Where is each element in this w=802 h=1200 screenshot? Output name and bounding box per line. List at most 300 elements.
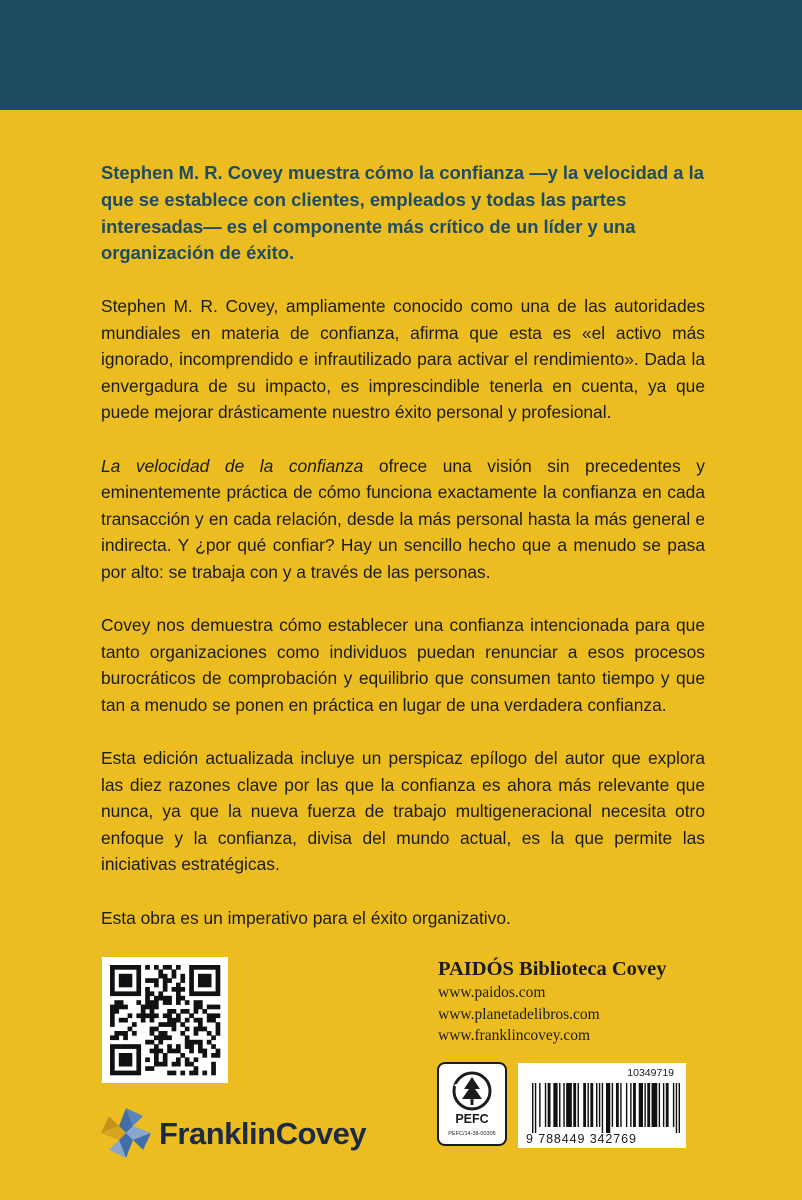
paragraph-2-text: ofrece una visión sin precedentes y eminentemente práctica de cómo funciona exactamente la confianza en cada transacción y en cada relación, desde la más personal hasta la más general e indirecta. Y ¿por qué confiar? Hay un sencillo hecho que a menudo se pasa por alto: se trabaja con y a través de las personas. (101, 455, 705, 582)
qr-module (172, 1027, 177, 1032)
qr-module (163, 1031, 168, 1036)
qr-module (119, 983, 124, 988)
qr-module (158, 1031, 163, 1036)
qr-module (154, 1057, 159, 1062)
qr-module (163, 1057, 168, 1062)
qr-module (202, 978, 207, 983)
qr-module (128, 1057, 133, 1062)
qr-module (194, 1018, 199, 1023)
qr-module (185, 1027, 190, 1032)
barcode-isbn: 9 788449 342769 (526, 1132, 637, 1146)
paragraph-1: Stephen M. R. Covey, ampliamente conocido como una de las autoridades mundiales en materia de confianza, afirma que esta es «el activo más ignorado, incomprendido e infrautilizado para activar el rendimiento». Dada la envergadura de su impacto, es imprescindible tenerla en cuenta, ya que puede mejorar drásticamente nuestro éxito personal y profesional. (101, 296, 705, 423)
qr-module (136, 1053, 141, 1058)
qr-module (180, 1031, 185, 1036)
qr-module (123, 1018, 128, 1023)
qr-module (158, 969, 163, 974)
qr-module (194, 1071, 199, 1076)
qr-module (163, 987, 168, 992)
qr-module (180, 996, 185, 1001)
qr-module (114, 965, 119, 970)
qr-module (145, 1040, 150, 1045)
qr-module (211, 1013, 216, 1018)
qr-module (211, 1066, 216, 1071)
qr-module (185, 1000, 190, 1005)
qr-module (167, 996, 172, 1001)
qr-module (119, 1031, 124, 1036)
qr-module (189, 991, 194, 996)
qr-module (189, 983, 194, 988)
qr-module (202, 1053, 207, 1058)
qr-module (163, 1022, 168, 1027)
qr-module (158, 1040, 163, 1045)
qr-module (176, 996, 181, 1001)
qr-module (128, 983, 133, 988)
qr-module (114, 1035, 119, 1040)
qr-module (172, 1049, 177, 1054)
barcode-bar (659, 1083, 660, 1127)
qr-module (145, 1013, 150, 1018)
qr-module (194, 1057, 199, 1062)
qr-module (154, 996, 159, 1001)
qr-module (194, 965, 199, 970)
barcode-bar (583, 1083, 586, 1127)
qr-module (110, 1005, 115, 1010)
qr-module (180, 974, 185, 979)
barcode-bar (599, 1083, 600, 1127)
qr-module (136, 1057, 141, 1062)
qr-module (132, 965, 137, 970)
barcode-bar (539, 1083, 540, 1127)
qr-module (136, 965, 141, 970)
qr-module (114, 1005, 119, 1010)
qr-module (163, 996, 168, 1001)
qr-module (176, 1049, 181, 1054)
qr-module (119, 965, 124, 970)
qr-module (176, 1013, 181, 1018)
qr-module (154, 1049, 159, 1054)
qr-module (145, 965, 150, 970)
qr-module (207, 1005, 212, 1010)
qr-module (167, 1071, 172, 1076)
qr-code[interactable] (102, 957, 228, 1083)
qr-module (145, 1005, 150, 1010)
qr-module (216, 974, 221, 979)
qr-module (128, 1053, 133, 1058)
qr-module (198, 1005, 203, 1010)
qr-module (158, 1022, 163, 1027)
publisher-title: PAIDÓS Biblioteca Covey (438, 958, 667, 980)
qr-module (110, 969, 115, 974)
barcode-bar (559, 1083, 560, 1127)
qr-module (202, 965, 207, 970)
barcode-bar (630, 1083, 631, 1127)
barcode-bar (563, 1083, 564, 1127)
qr-module (167, 1022, 172, 1027)
qr-module (145, 991, 150, 996)
franklincovey-wordmark: FranklinCovey (159, 1116, 367, 1151)
qr-module (110, 987, 115, 992)
lead-paragraph: Stephen M. R. Covey muestra cómo la confianza —y la velocidad a la que se establece con clientes, empleados y todas las partes interesadas— es el componente más crítico de un líder y una organización de éxito. (101, 162, 704, 264)
barcode-bar (676, 1083, 677, 1133)
barcode-bar (532, 1083, 533, 1133)
qr-module (150, 1018, 155, 1023)
qr-module (216, 1005, 221, 1010)
qr-module (123, 1031, 128, 1036)
qr-module (211, 1035, 216, 1040)
qr-module (123, 991, 128, 996)
qr-module (207, 1031, 212, 1036)
qr-module (202, 974, 207, 979)
qr-module (123, 983, 128, 988)
barcode-bar (606, 1083, 610, 1133)
qr-module (176, 987, 181, 992)
qr-module (185, 1035, 190, 1040)
qr-module (163, 983, 168, 988)
qr-module (198, 1027, 203, 1032)
qr-module (189, 1049, 194, 1054)
qr-module (211, 1053, 216, 1058)
qr-module (119, 1053, 124, 1058)
qr-module (176, 991, 181, 996)
qr-module (207, 1018, 212, 1023)
qr-module (136, 1013, 141, 1018)
qr-module (145, 987, 150, 992)
qr-module (207, 965, 212, 970)
qr-module (154, 1062, 159, 1067)
qr-module (154, 1013, 159, 1018)
barcode-bar (647, 1083, 650, 1127)
qr-module (172, 987, 177, 992)
qr-module (128, 978, 133, 983)
qr-module (202, 1027, 207, 1032)
qr-module (110, 978, 115, 983)
qr-module (202, 1071, 207, 1076)
qr-module (128, 1013, 133, 1018)
qr-module (136, 969, 141, 974)
qr-module (167, 1049, 172, 1054)
qr-module (180, 1022, 185, 1027)
qr-module (110, 1018, 115, 1023)
qr-module (119, 1071, 124, 1076)
qr-module (207, 974, 212, 979)
qr-module (216, 965, 221, 970)
qr-module (123, 974, 128, 979)
qr-module (207, 991, 212, 996)
qr-module (128, 974, 133, 979)
qr-module (189, 1062, 194, 1067)
qr-module (136, 1066, 141, 1071)
qr-module (114, 1071, 119, 1076)
qr-module (150, 1000, 155, 1005)
qr-module (150, 1066, 155, 1071)
qr-module (154, 978, 159, 983)
qr-module (136, 978, 141, 983)
qr-module (194, 1066, 199, 1071)
qr-module (128, 1044, 133, 1049)
link-paidos[interactable]: www.paidos.com (438, 984, 546, 1001)
qr-module (194, 1005, 199, 1010)
qr-module (110, 983, 115, 988)
qr-module (136, 1062, 141, 1067)
qr-module (163, 1013, 168, 1018)
qr-module (198, 991, 203, 996)
qr-module (150, 991, 155, 996)
back-cover-text (101, 160, 705, 958)
barcode-bar (626, 1083, 627, 1127)
qr-module (172, 1018, 177, 1023)
barcode-bar (620, 1083, 621, 1127)
qr-code-icon (102, 957, 228, 1083)
qr-module (163, 1053, 168, 1058)
qr-module (189, 1040, 194, 1045)
qr-module (216, 987, 221, 992)
barcode-bar (573, 1083, 576, 1127)
qr-module (114, 1009, 119, 1014)
qr-module (172, 974, 177, 979)
link-planetadelibros[interactable]: www.planetadelibros.com (438, 1005, 600, 1023)
qr-module (132, 1071, 137, 1076)
barcode-bar (578, 1083, 579, 1127)
barcode-bar (588, 1083, 589, 1127)
qr-module (123, 1035, 128, 1040)
qr-module (163, 1000, 168, 1005)
qr-module (110, 1022, 115, 1027)
qr-module (189, 969, 194, 974)
qr-module (211, 1071, 216, 1076)
qr-module (202, 1009, 207, 1014)
qr-module (167, 1013, 172, 1018)
barcode-bar (535, 1083, 536, 1133)
barcode-bar (673, 1083, 674, 1127)
qr-module (119, 1062, 124, 1067)
qr-module (123, 1062, 128, 1067)
barcode-bar (633, 1083, 636, 1127)
qr-module (207, 1040, 212, 1045)
qr-module (189, 987, 194, 992)
qr-module (128, 991, 133, 996)
qr-module (145, 1057, 150, 1062)
qr-module (176, 1057, 181, 1062)
qr-module (167, 1009, 172, 1014)
qr-module (216, 969, 221, 974)
barcode-bar (679, 1083, 680, 1133)
qr-module (158, 1035, 163, 1040)
qr-module (119, 1005, 124, 1010)
qr-module (141, 1018, 146, 1023)
qr-module (154, 1000, 159, 1005)
qr-module (189, 965, 194, 970)
qr-module (202, 983, 207, 988)
qr-module (194, 991, 199, 996)
barcode-bar (566, 1083, 572, 1127)
qr-module (202, 991, 207, 996)
qr-module (167, 1018, 172, 1023)
link-franklincovey[interactable]: www.franklincovey.com (438, 1027, 591, 1044)
qr-module (132, 1022, 137, 1027)
qr-module (176, 1000, 181, 1005)
qr-module (141, 1013, 146, 1018)
qr-module (172, 1022, 177, 1027)
qr-module (136, 1049, 141, 1054)
qr-module (114, 1031, 119, 1036)
qr-module (119, 991, 124, 996)
qr-module (119, 974, 124, 979)
qr-module (141, 1005, 146, 1010)
qr-module (119, 978, 124, 983)
qr-module (167, 1000, 172, 1005)
qr-module (150, 1040, 155, 1045)
qr-module (145, 1066, 150, 1071)
qr-module (194, 1031, 199, 1036)
pefc-certification (437, 1062, 507, 1146)
qr-module (150, 978, 155, 983)
paragraph-5: Esta obra es un imperativo para el éxito organizativo. (101, 907, 511, 928)
pefc-tree-icon (452, 1071, 492, 1111)
qr-module (189, 1013, 194, 1018)
qr-module (198, 1044, 203, 1049)
qr-module (167, 1035, 172, 1040)
qr-module (198, 1018, 203, 1023)
publisher-block (438, 956, 738, 1047)
qr-module (198, 965, 203, 970)
qr-module (207, 1013, 212, 1018)
qr-module (163, 978, 168, 983)
qr-module (211, 1005, 216, 1010)
qr-module (123, 965, 128, 970)
qr-module (180, 1009, 185, 1014)
qr-module (128, 1062, 133, 1067)
qr-module (198, 978, 203, 983)
qr-module (136, 1044, 141, 1049)
qr-module (194, 1009, 199, 1014)
qr-module (132, 991, 137, 996)
qr-module (185, 1044, 190, 1049)
qr-module (154, 1005, 159, 1010)
qr-module (189, 1044, 194, 1049)
barcode (518, 1063, 686, 1148)
qr-module (110, 1013, 115, 1018)
qr-module (158, 996, 163, 1001)
barcode-bar (596, 1083, 597, 1127)
qr-module (198, 974, 203, 979)
qr-module (216, 1049, 221, 1054)
qr-module (141, 1009, 146, 1014)
qr-module (211, 1018, 216, 1023)
barcode-bar (612, 1083, 613, 1127)
qr-module (189, 1071, 194, 1076)
qr-module (216, 1027, 221, 1032)
qr-module (119, 1044, 124, 1049)
qr-module (180, 978, 185, 983)
qr-module (114, 991, 119, 996)
barcode-bar (666, 1083, 669, 1127)
qr-module (163, 1035, 168, 1040)
qr-module (185, 1040, 190, 1045)
qr-module (154, 1053, 159, 1058)
qr-module (114, 1000, 119, 1005)
qr-module (176, 983, 181, 988)
barcode-bars-icon (532, 1083, 680, 1133)
qr-module (123, 1005, 128, 1010)
barcode-bar (652, 1083, 658, 1127)
qr-module (154, 1035, 159, 1040)
qr-module (119, 1057, 124, 1062)
qr-module (145, 996, 150, 1001)
qr-module (150, 1009, 155, 1014)
qr-module (180, 1053, 185, 1058)
paragraph-3: Covey nos demuestra cómo establecer una confianza intencionada para que tanto organizaciones como individuos puedan renunciar a esos procesos burocráticos de comprobación y equilibrio que consumen tanto tiempo y que tan a menudo se ponen en práctica en lugar de una verdadera confianza. (101, 615, 705, 715)
qr-module (110, 1044, 115, 1049)
qr-module (132, 1044, 137, 1049)
qr-module (110, 1053, 115, 1058)
qr-module (216, 991, 221, 996)
barcode-code: 10349719 (627, 1067, 674, 1079)
qr-module (145, 1000, 150, 1005)
barcode-bar (553, 1083, 557, 1127)
qr-module (158, 1049, 163, 1054)
qr-module (136, 1000, 141, 1005)
qr-module (163, 974, 168, 979)
qr-module (176, 1044, 181, 1049)
qr-module (110, 1049, 115, 1054)
qr-module (132, 1031, 137, 1036)
qr-module (119, 1000, 124, 1005)
qr-module (211, 1044, 216, 1049)
qr-module (123, 1071, 128, 1076)
qr-module (110, 1066, 115, 1071)
qr-module (211, 1062, 216, 1067)
qr-module (150, 1027, 155, 1032)
qr-module (123, 978, 128, 983)
qr-module (211, 965, 216, 970)
qr-module (123, 1044, 128, 1049)
qr-module (207, 983, 212, 988)
qr-module (128, 1071, 133, 1076)
qr-module (207, 978, 212, 983)
qr-module (136, 987, 141, 992)
qr-module (198, 1040, 203, 1045)
qr-module (110, 1009, 115, 1014)
qr-module (110, 1062, 115, 1067)
qr-module (110, 974, 115, 979)
pefc-label: PEFC (455, 1112, 489, 1126)
qr-module (167, 1044, 172, 1049)
barcode-bar (663, 1083, 664, 1127)
qr-module (194, 1027, 199, 1032)
qr-module (216, 1053, 221, 1058)
barcode-bar (545, 1083, 546, 1127)
qr-module (150, 1013, 155, 1018)
barcode-bar (548, 1083, 551, 1127)
qr-module (163, 1062, 168, 1067)
qr-module (128, 1027, 133, 1032)
qr-module (154, 983, 159, 988)
qr-module (185, 1018, 190, 1023)
barcode-bar (639, 1083, 643, 1127)
qr-module (176, 1018, 181, 1023)
top-band (0, 0, 802, 110)
qr-module (176, 1062, 181, 1067)
qr-module (185, 1062, 190, 1067)
qr-module (194, 1040, 199, 1045)
qr-module (158, 974, 163, 979)
qr-module (150, 1031, 155, 1036)
qr-module (176, 965, 181, 970)
qr-module (185, 1057, 190, 1062)
barcode-bar (602, 1083, 603, 1133)
barcode-bar (616, 1083, 619, 1127)
qr-module (136, 1071, 141, 1076)
